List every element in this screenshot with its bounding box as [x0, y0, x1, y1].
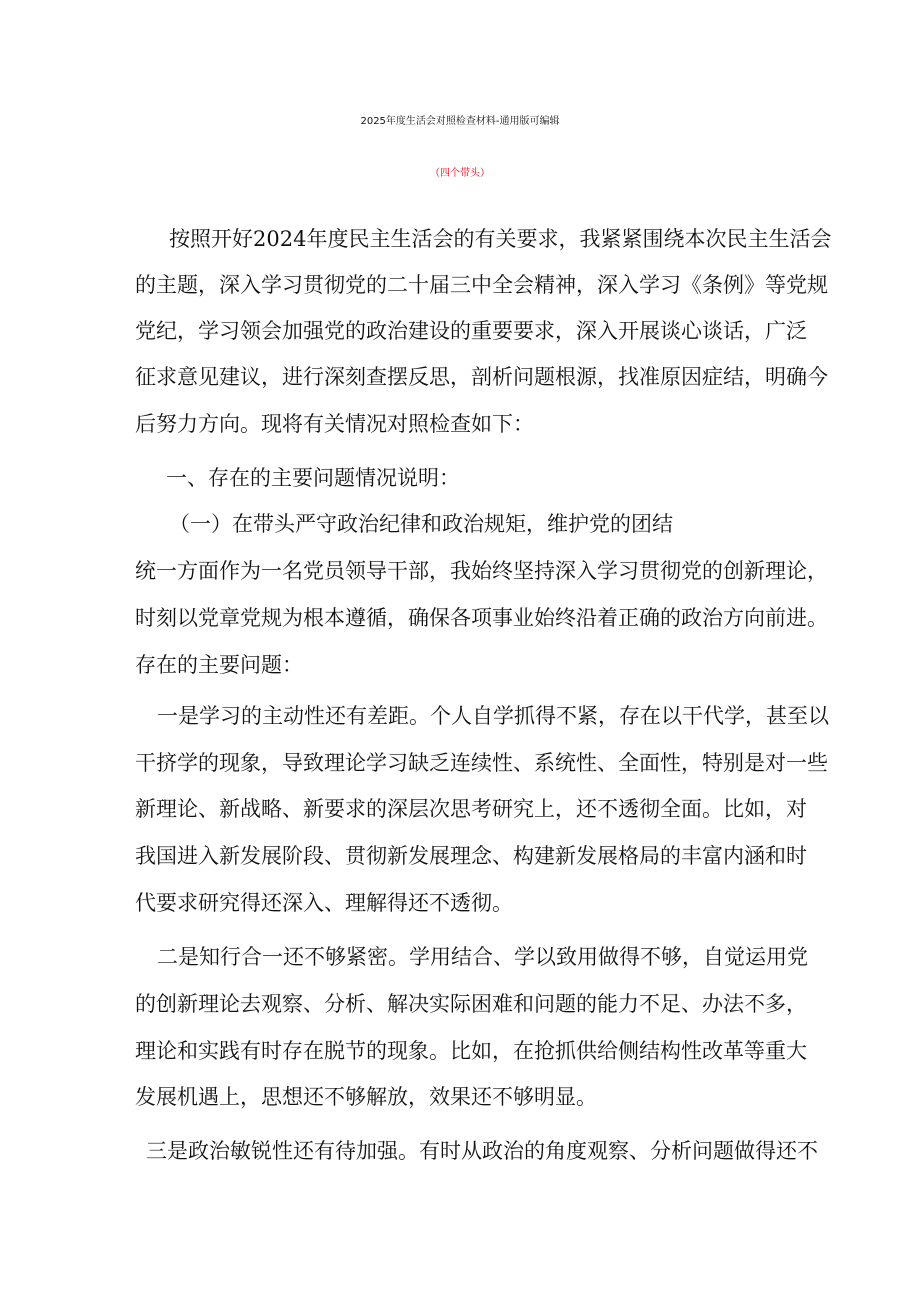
- section-heading: 一、存在的主要问题情况说明：: [166, 466, 460, 490]
- paragraph-line: 党纪，学习领会加强党的政治建设的重要要求，深入开展谈心谈话，广泛: [135, 319, 807, 343]
- paragraph-line: 理论和实践有时存在脱节的现象。比如，在抢抓供给侧结构性改革等重大: [135, 1039, 807, 1063]
- paragraph-line: 统一方面作为一名党员领导干部，我始终坚持深入学习贯彻党的创新理论，: [135, 559, 828, 583]
- document-subtitle: （四个带头）: [430, 168, 490, 179]
- paragraph-line: 我国进入新发展阶段、贯彻新发展理念、构建新发展格局的丰富内涵和时: [135, 844, 807, 868]
- paragraph-line: 后努力方向。现将有关情况对照检查如下：: [135, 412, 534, 436]
- paragraph-line: 的创新理论去观察、分析、解决实际困难和问题的能力不足、办法不多，: [135, 992, 807, 1016]
- paragraph-line: 存在的主要问题：: [135, 653, 303, 677]
- paragraph-line: 干挤学的现象，导致理论学习缺乏连续性、系统性、全面性，特别是对一些: [135, 751, 828, 775]
- paragraph-line: 发展机遇上，思想还不够解放，效果还不够明显。: [135, 1085, 597, 1109]
- paragraph-line: 一是学习的主动性还有差距。个人自学抓得不紧，存在以干代学，甚至以: [157, 704, 829, 728]
- paragraph-line: 的主题，深入学习贯彻党的二十届三中全会精神，深入学习《条例》等党规: [135, 273, 828, 297]
- subsection-heading: （一）在带头严守政治纪律和政治规矩，维护党的团结: [169, 512, 673, 536]
- document-title: 2025年度生活会对照检查材料-通用版可编辑: [360, 116, 560, 127]
- paragraph-line: 按照开好2024年度民主生活会的有关要求，我紧紧围绕本次民主生活会: [169, 227, 832, 251]
- paragraph-line: 二是知行合一还不够紧密。学用结合、学以致用做得不够，自觉运用党: [157, 945, 808, 969]
- paragraph-line: 三是政治敏锐性还有待加强。有时从政治的角度观察、分析问题做得还不: [146, 1139, 818, 1163]
- paragraph-line: 新理论、新战略、新要求的深层次思考研究上，还不透彻全面。比如，对: [135, 797, 807, 821]
- paragraph-line: 代要求研究得还深入、理解得还不透彻。: [135, 891, 513, 915]
- paragraph-line: 征求意见建议，进行深刻查摆反思，剖析问题根源，找准原因症结，明确今: [135, 365, 828, 389]
- paragraph-line: 时刻以党章党规为根本遵循，确保各项事业始终沿着正确的政治方向前进。: [135, 606, 828, 630]
